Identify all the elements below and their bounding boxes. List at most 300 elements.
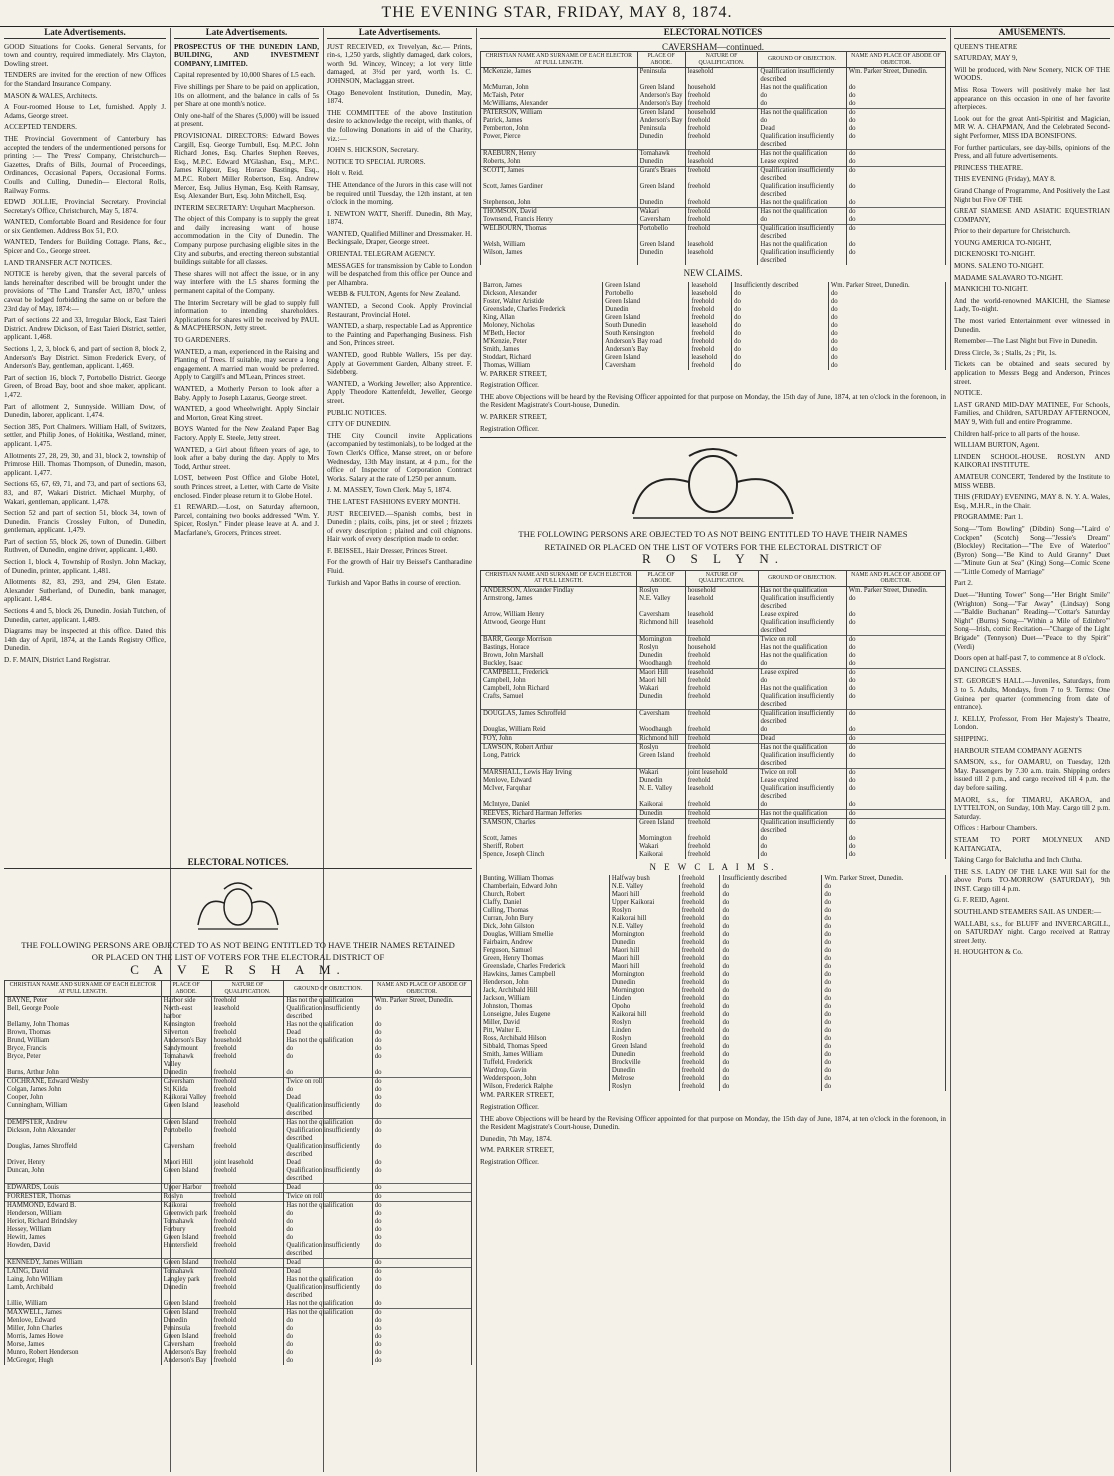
advert-item: Prior to their departure for Christchurch. [954,227,1071,236]
objector-cell: do [822,907,946,915]
table-cell: freehold [685,150,758,159]
table-row [481,971,946,979]
advert-item: GREAT SIAMESE AND ASIATIC EQUESTRIAN COMPANY, [954,207,1110,224]
table-cell: freehold [211,1210,284,1218]
advert-item: Allotments 27, 28, 29, 30, and 31, block 2, township of Primrose Hill. Thomas Thompson, of Dunedin, mason, applicant. 1,477. [4,451,166,477]
table-cell: Qualification insufficiently described [758,693,846,710]
table-cell: Dunedin [161,1069,211,1078]
objector-cell: do [846,100,945,109]
advert-item: LOST, between Post Office and Globe Hotel, south Princes street, a Letter, with Carte de Visite enclosed. Finder please return it to Globe Hotel. [174,474,319,500]
table-cell: freehold [211,1341,284,1349]
table-row [5,997,472,1006]
advert-item: MESSAGES for transmission by Cable to London will be despatched from this office per Ounce and per Alhambra. [327,261,472,287]
advert-item: INTERIM SECRETARY: Urquhart Macpherson. [174,203,315,212]
objector-cell: do [372,1226,471,1234]
objector-cell: do [372,1094,471,1102]
table-row [481,899,946,907]
column-rule [476,28,477,1472]
column-late-advertisements-3 [327,28,472,788]
table-row [481,963,946,971]
table-cell: Mornington [637,635,686,644]
table-cell: freehold [689,330,732,338]
table-cell: do [732,306,829,314]
advert-item: G. F. REID, Agent. [954,896,1010,905]
objector-cell: do [372,1300,471,1309]
table-cell: Howden, David [5,1242,162,1259]
dated-line: Dunedin, 7th May, 1874. [480,1134,552,1143]
table-cell: do [284,1234,372,1242]
table-cell: freehold [211,1053,284,1069]
table-cell: Lease expired [758,611,846,619]
objector-cell: do [846,117,945,125]
advert-item: NOTICE TO SPECIAL JURORS. [327,157,426,166]
table-cell: freehold [689,306,732,314]
table-cell: Wardrop, Gavin [481,1067,610,1075]
table-row [481,1075,946,1083]
table-cell: Moloney, Nicholas [481,322,603,330]
table-cell: REEVES, Richard Harman Jefferies [481,809,637,818]
table-cell: leasehold [685,249,758,265]
objector-cell: do [822,939,946,947]
advert-item: WANTED, a Working Jeweller; also Apprentice. Apply Theodore Kattenfeldt, Jeweller, George street. [327,379,472,405]
objector-cell: do [822,915,946,923]
advert-item: WANTED, a good Wheelwright. Apply Sinclair and Morton, Great King street. [174,405,319,422]
table-cell: Qualification insufficiently described [758,752,846,769]
table-cell: do [758,677,846,685]
table-row [481,785,946,801]
table-cell: household [685,109,758,118]
table-cell: Cooper, John [5,1094,162,1102]
advert-item: Section 385, Port Chalmers. William Hall, of Switzers, settler, and Philip Jones, of Hokitika, Westland, miner, applicant. 1,475. [4,422,166,448]
table-cell: Dead [284,1029,372,1037]
table-row [481,809,946,818]
table-row [5,1218,472,1226]
table-cell: freehold [211,1127,284,1143]
advert-item: SHIPPING. [954,734,989,743]
advert-item: DICKENOSKI TO-NIGHT. [954,250,1036,259]
table-cell: Lease expired [758,158,846,167]
table-cell: Sheriff, Robert [481,843,637,851]
table-cell: Mornington [637,835,686,843]
objector-cell: Wm. Parker Street, Dunedin. [846,68,945,85]
table-cell: McGregor, Hugh [5,1357,162,1365]
advert-item: For the growth of Hair try Beissel's Cantharadine Fluid. [327,558,472,576]
objector-cell: do [846,208,945,217]
table-cell: Smith, James [481,346,603,354]
voter-objection-table [4,980,472,1365]
table-cell: Curran, John Bury [481,915,610,923]
table-cell: Bryce, Francis [5,1045,162,1053]
table-cell: Dead [758,125,846,133]
table-cell: Brockville [609,1059,679,1067]
table-cell: freehold [685,125,758,133]
table-cell: Insufficiently described [720,875,822,883]
table-cell: freehold [211,1325,284,1333]
table-cell: freehold [211,997,284,1006]
advert-item: NOTICE. [954,389,983,398]
table-row [5,1268,472,1277]
table-cell: EDWARDS, Louis [5,1184,162,1193]
advert-item: Grand Change of Programme, And Positively the Last Night but Five OF THE [954,186,1110,204]
advert-item: ORIENTAL TELEGRAM AGENCY. [327,250,436,259]
table-cell: Maori hill [609,955,679,963]
table-cell: freehold [211,1202,284,1211]
advert-item: WANTED, Tenders for Building Cottage. Plans, &c., Spicer and Co., George street. [4,238,166,256]
signature: WM. PARKER STREET, [480,1146,554,1155]
advert-item: JUST RECEIVED, ex Trevelyan, &c.— Prints, rin-s, 1,250 yards, slightly damaged, dark colors, worth 9d. Wincey, Wincey; a lot very little damaged, at 3½d per yard, worth 1s. C. JOHNSON, Maclaggan street. [327,42,472,85]
table-cell: Johnston, Thomas [481,1003,610,1011]
table-cell: freehold [685,818,758,835]
table-row [481,818,946,835]
table-cell: Peninsula [637,125,685,133]
advert-item: The object of this Company is to supply the great and daily increasing want of house accommodation in the City of Dunedin. The Company purpose purchasing eligible sites in the City and suburbs, and erecting thereon substantial buildings suitable for all classes. [174,215,319,267]
table-cell: freehold [211,1021,284,1029]
table-cell: Green Island [161,1167,211,1184]
table-cell: freehold [685,685,758,693]
table-cell: Wakari [637,843,686,851]
objector-cell: do [822,1035,946,1043]
table-cell: BAYNE, Peter [5,997,162,1006]
table-cell: Burns, Arthur John [5,1069,162,1078]
table-cell: COCHRANE, Edward Wesby [5,1078,162,1087]
masthead: THE EVENING STAR, FRIDAY, MAY 8, 1874. [0,0,1114,27]
advert-item: Sections 4 and 5, block 26, Dunedin. Josiah Tutchen, of Dunedin, carter, applicant. 1,489. [4,607,166,624]
table-cell: freehold [679,915,720,923]
table-cell: leasehold [685,785,758,801]
table-cell: freehold [685,677,758,685]
objector-cell: do [822,963,946,971]
table-cell: do [284,1333,372,1341]
table-cell: LAWSON, Robert Arthur [481,743,637,752]
table-cell: freehold [679,987,720,995]
table-cell: do [732,330,829,338]
table-cell: CAMPBELL, Frederick [481,668,637,677]
column-late-advertisements-2 [174,28,319,788]
table-row [481,987,946,995]
table-cell: Hessey, William [5,1226,162,1234]
column-header: NATURE OF QUALIFICATION. [685,52,758,68]
table-cell: Roslyn [609,1035,679,1043]
table-cell: Has not the qualification [758,809,846,818]
table-cell: Welsh, William [481,241,638,249]
objector-cell: do [828,306,945,314]
table-cell: freehold [211,1045,284,1053]
table-cell: Qualification insufficiently described [284,1284,372,1300]
advert-item: MAORI, s.s., for TIMARU, AKAROA, and LYTTELTON, on Sunday, 10th May. Cargo till 2 p.m. Saturday. [954,795,1110,821]
advert-item: Sections 1, 2, 3, block 6, and part of section 8, block 2, Anderson's Bay District. Simon Frederick Every, of Anderson's Bay, gentleman, applicant. 1,469. [4,345,166,371]
advert-item: PROGRAMME: Part 1. [954,513,1023,522]
table-row [5,1159,472,1167]
table-cell: Chamberlain, Edward John [481,883,610,891]
objector-cell: do [372,1210,471,1218]
table-cell: freehold [679,907,720,915]
advert-item: J. KELLY, Professor, From Her Majesty's Theatre, London. [954,714,1110,732]
table-row [481,216,946,225]
table-row [5,1029,472,1037]
table-cell: freehold [679,1035,720,1043]
table-row [5,1053,472,1069]
table-row [481,726,946,735]
table-cell: Green Island [637,109,685,118]
table-cell: Dunedin [637,809,686,818]
table-cell: freehold [211,1234,284,1242]
table-cell: Caversham [603,362,689,370]
table-cell: Peninsula [637,68,685,85]
objector-cell: do [372,1184,471,1193]
table-row [481,290,946,298]
objector-cell: do [846,677,945,685]
table-cell: freehold [685,133,758,150]
objection-heading-line2: RETAINED OR PLACED ON THE LIST OF VOTERS FOR THE ELECTORAL DISTRICT OF [544,541,882,552]
advert-item: Remember—The Last Night but Five in Dunedin. [954,337,1098,346]
table-cell: Has not the qualification [758,644,846,652]
table-cell: freehold [685,117,758,125]
table-cell: do [732,338,829,346]
table-cell: Dunedin [637,158,685,167]
table-cell: do [758,801,846,810]
table-row [481,955,946,963]
table-row [481,1035,946,1043]
table-cell: Twice on roll [284,1078,372,1087]
table-cell: do [720,1011,822,1019]
table-cell: do [758,835,846,843]
advert-item: WILLIAM BURTON, Agent. [954,441,1040,450]
table-cell: Qualification insufficiently described [284,1102,372,1119]
objector-cell: do [846,125,945,133]
table-cell: Menlove, Edward [481,777,637,785]
objector-cell: do [822,971,946,979]
advert-item: ST. GEORGE'S HALL.—Juveniles, Saturdays, from 3 to 5. Adults, Mondays, from 7 to 9. Terms: One Guinea per quarter (commencing from date of entrance). [954,677,1110,712]
table-cell: do [284,1210,372,1218]
table-cell: Melrose [609,1075,679,1083]
table-cell: Morse, James [5,1341,162,1349]
table-cell: Bell, George Poole [5,1005,162,1021]
table-cell: Kaikorai [161,1202,211,1211]
objector-cell: do [822,1083,946,1091]
table-cell: Green Island [637,818,686,835]
column-heading: Late Advertisements. [4,28,166,39]
table-cell: Upper Harbor [161,1184,211,1193]
table-cell: Has not the qualification [758,109,846,118]
table-cell: Has not the qualification [758,208,846,217]
table-cell: Wakari [637,208,685,217]
objector-cell: do [846,241,945,249]
table-row [5,1086,472,1094]
objection-heading-line2: OR PLACED ON THE LIST OF VOTERS FOR THE ELECTORAL DISTRICT OF [91,952,385,963]
table-cell: Menlove, Edward [5,1317,162,1325]
objector-cell: do [846,743,945,752]
table-cell: freehold [679,979,720,987]
table-row [5,1242,472,1259]
table-cell: freehold [685,100,758,109]
table-cell: joint leasehold [211,1159,284,1167]
table-cell: Richmond hill [637,734,686,743]
table-cell: St. Kilda [161,1086,211,1094]
table-cell: do [284,1349,372,1357]
table-row [481,338,946,346]
table-row [481,685,946,693]
table-cell: Heriot, Richard Brindsley [5,1218,162,1226]
voter-objection-table [480,570,946,859]
table-row [481,923,946,931]
table-cell: Long, Patrick [481,752,637,769]
table-cell: freehold [685,199,758,208]
voter-objection-table [480,51,946,265]
table-cell: Qualification insufficiently described [758,167,846,184]
table-cell: do [720,947,822,955]
table-cell: do [758,851,846,859]
table-cell: McTaish, Peter [481,92,638,100]
table-cell: Portobello [161,1127,211,1143]
table-row [5,1357,472,1365]
objector-cell: do [846,199,945,208]
table-row [5,1127,472,1143]
advert-item: DANCING CLASSES. [954,665,1022,674]
table-row [481,167,946,184]
table-cell: do [284,1226,372,1234]
table-row [481,668,946,677]
table-row [481,835,946,843]
table-cell: Roslyn [637,743,686,752]
table-cell: SCOTT, James [481,167,638,184]
table-cell: Anderson's Bay [603,346,689,354]
table-cell: Dickson, Alexander [481,290,603,298]
objector-cell: do [822,1027,946,1035]
table-cell: Claffy, Daniel [481,899,610,907]
objector-cell: do [846,693,945,710]
objector-cell: do [846,619,945,636]
hearing-notice: THE above Objections will be heard by the Revising Officer appointed for that purpose on Monday, the 15th day of June, 1874, at ten o'clock in the forenoon, in the Resident Magistrate's Court-house, Dunedin. [480,392,946,410]
table-cell: Green Island [603,314,689,322]
table-cell: freehold [689,346,732,354]
advert-item: Will be produced, with New Scenery, NICK OF THE WOODS. [954,65,1110,83]
table-cell: freehold [211,1242,284,1259]
advert-item: The Interim Secretary will be glad to supply full information to intending shareholders. Applications for shares will be received by PAUL & MACPHERSON, Jetty street. [174,298,319,333]
objector-cell: do [372,1045,471,1053]
table-row [481,249,946,265]
table-cell: Has not the qualification [284,1037,372,1045]
table-row [481,1067,946,1075]
table-cell: Duncan, John [5,1167,162,1184]
advert-item: Part 2. [954,579,973,588]
table-cell: freehold [211,1259,284,1268]
objector-cell: do [846,668,945,677]
table-cell: freehold [679,1083,720,1091]
table-row [481,208,946,217]
objector-cell: do [846,611,945,619]
table-cell: Dunedin [637,133,685,150]
objector-cell: do [822,1003,946,1011]
table-cell: do [758,843,846,851]
table-cell: Dunedin [637,652,686,660]
table-row [5,1284,472,1300]
table-row [481,883,946,891]
table-row [481,611,946,619]
table-cell: do [732,362,829,370]
advert-item: I. NEWTON WATT, Sheriff. Dunedin, 8th May, 1874. [327,209,472,227]
table-cell: Tuffeld, Frederick [481,1059,610,1067]
caversham-electoral-notice [4,858,472,1472]
objector-cell: do [846,92,945,100]
table-cell: Ross, Archibald Hilson [481,1035,610,1043]
advert-list [954,43,1110,957]
table-cell: do [720,939,822,947]
table-cell: Colgan, James John [5,1086,162,1094]
table-cell: Brown, John Marshall [481,652,637,660]
table-cell: freehold [685,652,758,660]
table-cell: Anderson's Bay [637,117,685,125]
table-cell: Mornington [609,987,679,995]
table-row [481,322,946,330]
table-cell: freehold [679,883,720,891]
table-cell: leasehold [211,1102,284,1119]
table-cell: Lonseigne, Jules Eugene [481,1011,610,1019]
table-cell: household [685,644,758,652]
table-cell: Culling, Thomas [481,907,610,915]
advert-item: LAND TRANSFER ACT NOTICES. [4,258,112,267]
table-cell: Qualification insufficiently described [758,595,846,611]
advert-item: ACCEPTED TENDERS. [4,123,77,132]
table-cell: Lamb, Archibald [5,1284,162,1300]
objector-cell: do [372,1333,471,1341]
table-cell: Twice on roll [758,768,846,777]
objector-cell: do [846,595,945,611]
advert-item: TENDERS are invited for the erection of new Offices for the Standard Insurance Company. [4,71,166,88]
table-cell: leasehold [689,290,732,298]
advert-item: WANTED, a Second Cook. Apply Provincial Restaurant, Provincial Hotel. [327,302,472,319]
table-cell: Bunting, William Thomas [481,875,610,883]
table-row [481,777,946,785]
table-row [481,939,946,947]
table-cell: do [720,1027,822,1035]
table-cell: Caversham [637,216,685,225]
objector-cell: do [822,883,946,891]
table-cell: freehold [685,225,758,242]
table-row [5,1184,472,1193]
table-cell: Halfway bush [609,875,679,883]
table-cell: Douglas, James Shroffeld [5,1143,162,1159]
table-row [481,586,946,595]
advert-item: WANTED, a man, experienced in the Raising and Planting of Trees. If suitable, may secure a long engagement. A married man would be preferred. Apply to Cargill's and M'Lean, Princes street. [174,347,319,382]
advert-item: Section 1, block 4, Township of Roslyn. John Mackay, of Dunedin, printer, applicant. 1,481. [4,558,166,575]
table-cell: Has not the qualification [758,743,846,752]
table-row [481,362,946,370]
table-cell: Armstrong, James [481,595,637,611]
table-cell: freehold [685,743,758,752]
table-cell: freehold [211,1357,284,1365]
table-cell: freehold [685,726,758,735]
advert-item: Song—"Tom Bowling" (Dibdin) Song—"Laird o' Cockpen" (Scotch) Song—"Jessie's Dream" (Blockley) Recitation—"The Eve of Waterloo" (Byron) Song—"Be Kind to Auld Granny" Duet—"Minute Gun at Sea" (King) Song—Comic Scene—"Little Comedy of Marriage" [954,524,1110,576]
table-cell: Lease expired [758,777,846,785]
advert-item: Part of section 16, block 7, Portobello District. George Green, of Broad Bay, boot and shoe maker, applicant. 1,472. [4,373,166,399]
column-header: CHRISTIAN NAME AND SURNAME OF EACH ELECTOR AT FULL LENGTH. [5,981,162,997]
table-cell: Qualification insufficiently described [284,1005,372,1021]
table-cell: Dunedin [637,199,685,208]
table-cell: joint leasehold [685,768,758,777]
table-row [5,1069,472,1078]
table-cell: do [732,298,829,306]
column-heading: Late Advertisements. [174,28,319,39]
table-cell: SAMSON, Charles [481,818,637,835]
column-heading: AMUSEMENTS. [954,28,1110,39]
column-header: NAME AND PLACE OF ABODE OF OBJECTOR. [846,52,945,68]
column-header: NAME AND PLACE OF ABODE OF OBJECTOR. [846,570,945,586]
objector-cell: do [828,290,945,298]
table-cell: KENNEDY, James William [5,1259,162,1268]
table-cell: Roslyn [609,1019,679,1027]
column-header: GROUND OF OBJECTION. [758,52,846,68]
table-cell: do [284,1357,372,1365]
